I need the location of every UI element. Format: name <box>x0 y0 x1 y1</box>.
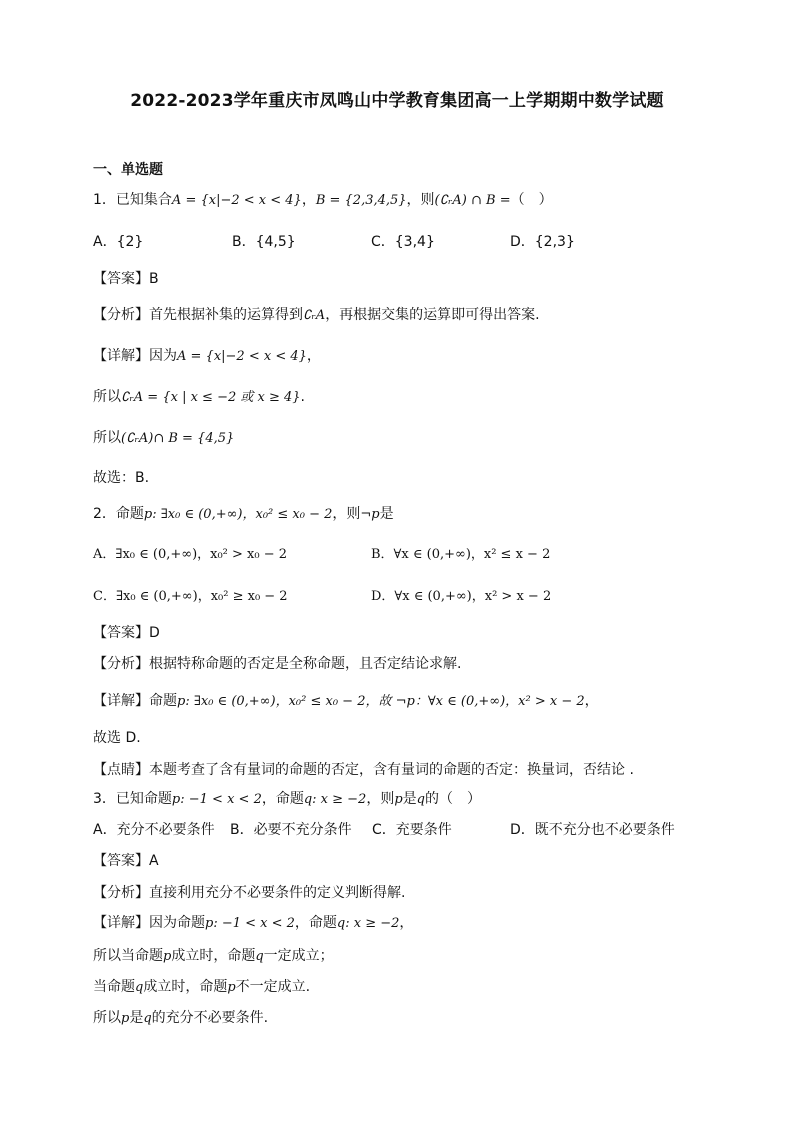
q2-option-b: B．∀x ∈ (0,+∞)，x² ≤ x − 2 <box>371 547 551 562</box>
document-title: 2022-2023学年重庆市凤鸣山中学教育集团高一上学期期中数学试题 <box>130 91 664 111</box>
q3-answer: 【答案】A <box>93 853 159 869</box>
q3-option-c: C．充要条件 <box>372 822 452 838</box>
q3-detail-line4: 所以p是q的充分不必要条件. <box>93 1010 269 1026</box>
q1-option-a: A．{2} <box>93 234 144 250</box>
q1-answer: 【答案】B <box>93 271 159 287</box>
q2-stem: 2．命题p: ∃x₀ ∈ (0,+∞)，x₀² ≤ x₀ − 2，则¬p是 <box>93 506 394 522</box>
q2-option-d: D．∀x ∈ (0,+∞)，x² > x − 2 <box>371 589 552 604</box>
q2-answer: 【答案】D <box>93 625 160 641</box>
q3-option-b: B．必要不充分条件 <box>230 822 352 838</box>
q2-option-c: C．∃x₀ ∈ (0,+∞)，x₀² ≥ x₀ − 2 <box>93 589 288 604</box>
q1-option-c: C．{3,4} <box>371 234 435 250</box>
q3-detail: 【详解】因为命题p: −1 < x < 2，命题q: x ≥ −2， <box>93 915 414 931</box>
q1-detail-line2: 所以∁ᵣA = {x | x ≤ −2 或 x ≥ 4}. <box>93 389 305 405</box>
q2-detail: 【详解】命题p: ∃x₀ ∈ (0,+∞)，x₀² ≤ x₀ − 2，故 ¬p：∀x ∈ (0,+∞)，x² > x − 2， <box>93 693 599 709</box>
q3-option-d: D．既不充分也不必要条件 <box>510 822 675 838</box>
section-heading: 一、单选题 <box>93 162 163 178</box>
q3-detail-line3: 当命题q成立时，命题p不一定成立. <box>93 979 311 995</box>
q1-conclusion: 故选：B. <box>93 470 150 486</box>
q1-option-b: B．{4,5} <box>232 234 296 250</box>
q3-stem: 3．已知命题p: −1 < x < 2，命题q: x ≥ −2，则p是q的（ ） <box>93 791 481 807</box>
q2-analysis: 【分析】根据特称命题的否定是全称命题，且否定结论求解. <box>93 656 462 672</box>
q2-conclusion: 故选 D. <box>93 730 141 746</box>
q1-detail-line3: 所以(∁ᵣA)∩ B = {4,5} <box>93 430 235 446</box>
q1-analysis: 【分析】首先根据补集的运算得到∁ᵣA，再根据交集的运算即可得出答案. <box>93 307 540 323</box>
q1-detail: 【详解】因为A = {x|−2 < x < 4}， <box>93 348 321 364</box>
q2-remark: 【点睛】本题考查了含有量词的命题的否定，含有量词的命题的否定：换量词，否结论 . <box>93 762 634 778</box>
q1-stem: 1．已知集合A = {x|−2 < x < 4}，B = {2,3,4,5}，则(∁ᵣA) ∩ B =（ ） <box>93 192 553 208</box>
q2-option-a: A．∃x₀ ∈ (0,+∞)，x₀² > x₀ − 2 <box>93 547 288 562</box>
q3-detail-line2: 所以当命题p成立时，命题q一定成立； <box>93 948 334 964</box>
q1-option-d: D．{2,3} <box>510 234 575 250</box>
q3-analysis: 【分析】直接利用充分不必要条件的定义判断得解. <box>93 885 406 901</box>
q3-option-a: A．充分不必要条件 <box>93 822 215 838</box>
